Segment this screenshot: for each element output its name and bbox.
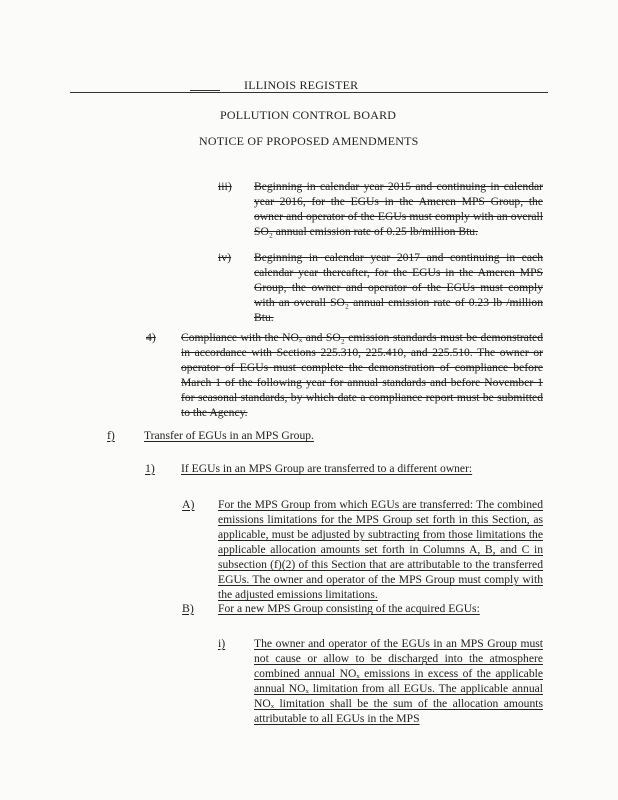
item-iv-text: Beginning in calendar year 2017 and continuing in each calendar year thereafter, for the EGUs in the Ameren MPS Group, the owner and operator of the EGUs must comply with an overall SO₂ annual emission rate of 0.23 lb /million Btu.: [254, 251, 543, 324]
item-A-label: A): [182, 497, 195, 511]
register-title: ILLINOIS REGISTER: [244, 78, 359, 92]
item-B-text: For a new MPS Group consisting of the acquired EGUs:: [218, 602, 480, 615]
notice-title: NOTICE OF PROPOSED AMENDMENTS: [199, 134, 419, 148]
item-iii-text: Beginning in calendar year 2015 and continuing in calendar year 2016, for the EGUs in the Ameren MPS Group, the owner and operator of the EGUs must comply with an overall SO₂ annual emission rate of 0.25 lb/million Btu.: [254, 180, 543, 238]
item-f-label: f): [107, 428, 115, 442]
board-title: POLLUTION CONTROL BOARD: [220, 108, 397, 122]
item-B-label: B): [182, 601, 194, 615]
header-rule-mark: [190, 90, 220, 91]
item-1-text: If EGUs in an MPS Group are transferred to a different owner:: [181, 462, 473, 475]
item-i-text: The owner and operator of the EGUs in an MPS Group must not cause or allow to be discharged into the atmosphere combined annual NOₓ emissions in excess of the applicable annual NOₓ limitation from all EGUs. The applicable annual NOₓ limitation shall be the sum of the allocation amounts attributable to all EGUs in the MPS: [254, 637, 543, 725]
item-iii-label: iii): [218, 179, 232, 193]
item-A-text: For the MPS Group from which EGUs are transferred: The combined emissions limitations for the MPS Group set forth in this Section, as applicable, must be adjusted by subtracting from those limitations the applicable allocation amounts set forth in Columns A, B, and C in subsection (f)(2) of this Section that are attributable to the transferred EGUs. The owner and operator of the MPS Group must comply with the adjusted emissions limitations.: [218, 498, 543, 601]
item-4-text: Compliance with the NOₓ and SO₂ emission standards must be demonstrated in accordance with Sections 225.310, 225.410, and 225.510. The owner or operator of EGUs must complete the demonstration of compliance before March 1 of the following year for annual standards and before November 1 for seasonal standards, by which date a compliance report must be submitted to the Agency.: [181, 331, 543, 419]
item-f-text: Transfer of EGUs in an MPS Group.: [144, 429, 314, 442]
item-iv-label: iv): [218, 250, 232, 264]
header-rule: [70, 92, 548, 93]
item-4-label: 4): [146, 330, 156, 344]
item-i-label: i): [218, 636, 226, 650]
item-1-label: 1): [145, 461, 155, 475]
